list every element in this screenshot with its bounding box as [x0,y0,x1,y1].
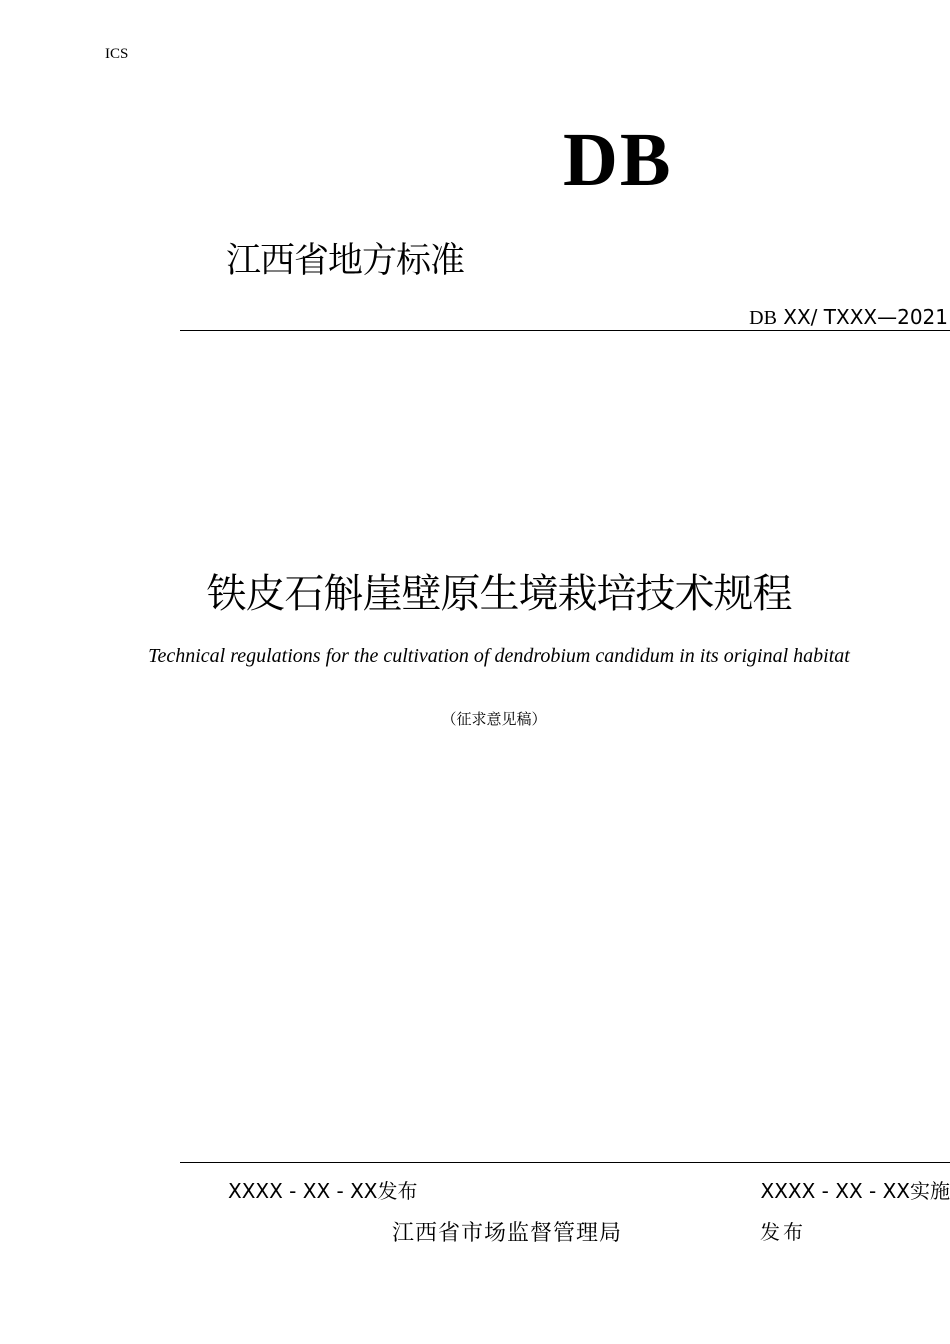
standard-type: 江西省地方标准 [226,241,465,281]
standard-number [749,305,948,330]
draft-note: （征求意见稿） [441,710,547,728]
issuing-authority: 江西省市场监督管理局 [392,1221,623,1246]
implementation-date: XXXX - XX - XX实施 [760,1179,950,1203]
title-english: Technical regulations for the cultivation of dendrobium candidum in its original habitat [148,645,850,667]
db-logo: DB [563,118,673,202]
standard-number-value: XX/ TXXX—2021 [776,305,948,329]
top-divider [180,330,950,331]
ics-label: ICS [105,46,129,62]
publish-label: 发布 [760,1220,806,1244]
title-chinese: 铁皮石斛崖壁原生境栽培技术规程 [206,571,792,617]
bottom-divider [180,1162,950,1163]
standard-number-prefix: DB [749,307,777,329]
issue-date: XXXX - XX - XX发布 [228,1179,418,1203]
